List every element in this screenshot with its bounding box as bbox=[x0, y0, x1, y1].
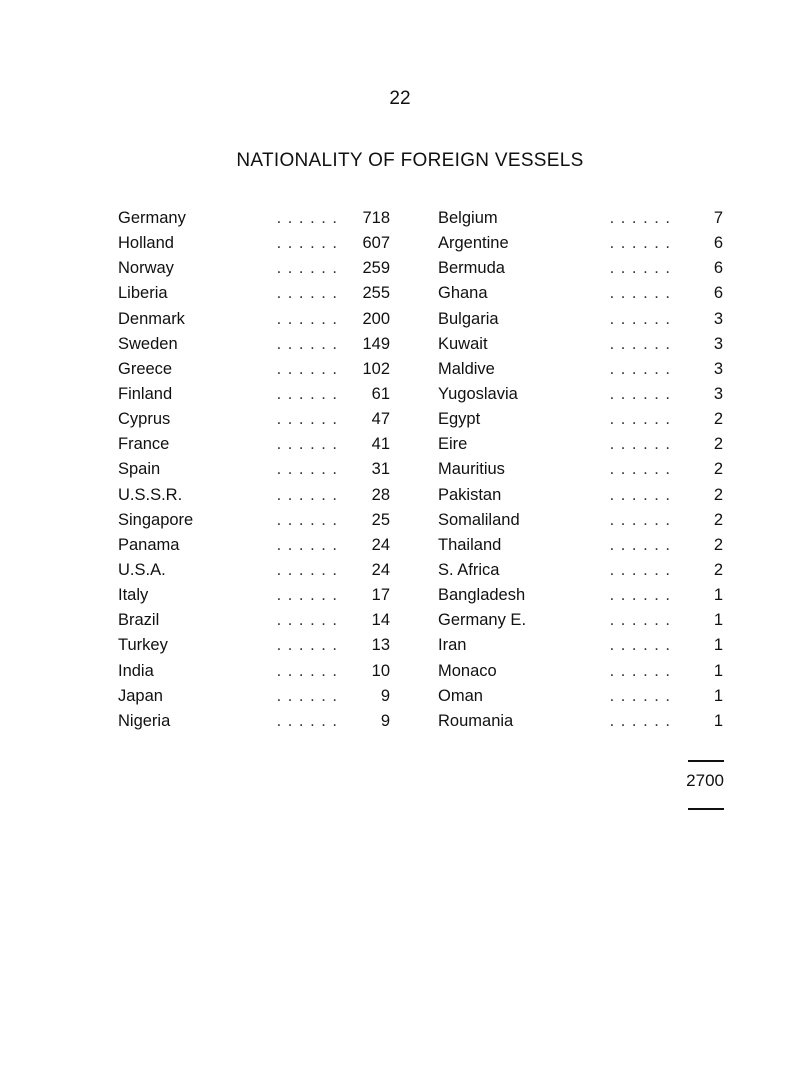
table-row bbox=[438, 659, 723, 684]
table-row bbox=[118, 483, 390, 508]
vessel-count: 607 bbox=[362, 234, 390, 253]
dot-leader: . . . . . . bbox=[609, 535, 671, 554]
country-name: Roumania bbox=[438, 709, 517, 734]
table-row bbox=[438, 457, 723, 482]
dot-leader: . . . . . . bbox=[276, 359, 338, 378]
vessel-count: 9 bbox=[380, 711, 390, 730]
vessel-count: 1 bbox=[713, 661, 723, 680]
dot-leader: . . . . . . bbox=[609, 384, 671, 403]
table-row bbox=[118, 307, 390, 332]
left-column bbox=[118, 206, 390, 734]
country-name: Holland bbox=[118, 231, 178, 256]
vessel-count: 2 bbox=[713, 535, 723, 554]
vessel-count: 149 bbox=[362, 334, 390, 353]
table-row bbox=[118, 684, 390, 709]
country-name: S. Africa bbox=[438, 558, 503, 583]
vessel-count: 6 bbox=[713, 284, 723, 303]
country-name: Belgium bbox=[438, 206, 502, 231]
country-name: Germany bbox=[118, 206, 190, 231]
table-row bbox=[118, 281, 390, 306]
table-row bbox=[438, 357, 723, 382]
table-row bbox=[118, 659, 390, 684]
vessel-count: 31 bbox=[371, 460, 390, 479]
dot-leader: . . . . . . bbox=[276, 460, 338, 479]
country-name: Greece bbox=[118, 357, 176, 382]
dot-leader: . . . . . . bbox=[276, 535, 338, 554]
vessel-count: 14 bbox=[371, 611, 390, 630]
country-name: Iran bbox=[438, 633, 470, 658]
table-row bbox=[438, 709, 723, 734]
country-name: Kuwait bbox=[438, 332, 492, 357]
dot-leader: . . . . . . bbox=[609, 560, 671, 579]
country-name: Eire bbox=[438, 432, 471, 457]
dot-leader: . . . . . . bbox=[609, 309, 671, 328]
table-row bbox=[438, 608, 723, 633]
vessel-count: 102 bbox=[362, 359, 390, 378]
vessel-count: 25 bbox=[371, 510, 390, 529]
table-row bbox=[118, 508, 390, 533]
dot-leader: . . . . . . bbox=[276, 410, 338, 429]
vessel-count: 17 bbox=[371, 586, 390, 605]
dot-leader: . . . . . . bbox=[276, 435, 338, 454]
country-name: Argentine bbox=[438, 231, 513, 256]
dot-leader: . . . . . . bbox=[609, 334, 671, 353]
table-row bbox=[118, 709, 390, 734]
vessel-count: 259 bbox=[362, 259, 390, 278]
right-column bbox=[438, 206, 723, 734]
total-rule-top bbox=[688, 760, 724, 762]
table-row bbox=[438, 558, 723, 583]
vessel-count: 10 bbox=[371, 661, 390, 680]
dot-leader: . . . . . . bbox=[609, 435, 671, 454]
table-row bbox=[438, 583, 723, 608]
dot-leader: . . . . . . bbox=[276, 711, 338, 730]
table-row bbox=[438, 633, 723, 658]
dot-leader: . . . . . . bbox=[609, 359, 671, 378]
vessel-count: 1 bbox=[713, 711, 723, 730]
vessel-count: 2 bbox=[713, 460, 723, 479]
table-row bbox=[118, 382, 390, 407]
vessel-count: 24 bbox=[371, 560, 390, 579]
table-row bbox=[438, 407, 723, 432]
dot-leader: . . . . . . bbox=[276, 284, 338, 303]
table-row bbox=[118, 357, 390, 382]
dot-leader: . . . . . . bbox=[609, 661, 671, 680]
vessel-count: 1 bbox=[713, 586, 723, 605]
dot-leader: . . . . . . bbox=[276, 209, 338, 227]
page-title: NATIONALITY OF FOREIGN VESSELS bbox=[236, 150, 584, 171]
country-name: Bangladesh bbox=[438, 583, 529, 608]
dot-leader: . . . . . . bbox=[276, 636, 338, 655]
dot-leader: . . . . . . bbox=[276, 384, 338, 403]
country-name: Bermuda bbox=[438, 256, 509, 281]
table-row bbox=[438, 307, 723, 332]
vessel-count: 1 bbox=[713, 636, 723, 655]
dot-leader: . . . . . . bbox=[276, 485, 338, 504]
vessel-count: 61 bbox=[371, 384, 390, 403]
dot-leader: . . . . . . bbox=[609, 209, 671, 227]
country-name: Nigeria bbox=[118, 709, 174, 734]
dot-leader: . . . . . . bbox=[609, 510, 671, 529]
country-name: Egypt bbox=[438, 407, 484, 432]
country-name: India bbox=[118, 659, 158, 684]
dot-leader: . . . . . . bbox=[609, 485, 671, 504]
vessel-count: 41 bbox=[371, 435, 390, 454]
country-name: Bulgaria bbox=[438, 307, 503, 332]
country-name: Oman bbox=[438, 684, 487, 709]
country-name: Italy bbox=[118, 583, 152, 608]
vessel-count: 255 bbox=[362, 284, 390, 303]
country-name: Liberia bbox=[118, 281, 172, 306]
table-row bbox=[438, 281, 723, 306]
vessel-count: 3 bbox=[713, 384, 723, 403]
vessel-count: 28 bbox=[371, 485, 390, 504]
vessel-count: 2 bbox=[713, 435, 723, 454]
total-rule-bottom bbox=[688, 808, 724, 810]
country-name: Ghana bbox=[438, 281, 492, 306]
dot-leader: . . . . . . bbox=[609, 410, 671, 429]
table-row bbox=[438, 231, 723, 256]
country-name: Monaco bbox=[438, 659, 501, 684]
vessel-count: 200 bbox=[362, 309, 390, 328]
country-name: Turkey bbox=[118, 633, 172, 658]
country-name: Japan bbox=[118, 684, 167, 709]
country-name: Singapore bbox=[118, 508, 197, 533]
table-row bbox=[118, 533, 390, 558]
vessel-count: 3 bbox=[713, 359, 723, 378]
table-row bbox=[118, 206, 390, 231]
country-name: Spain bbox=[118, 457, 164, 482]
vessel-count: 1 bbox=[713, 611, 723, 630]
country-name: Mauritius bbox=[438, 457, 509, 482]
dot-leader: . . . . . . bbox=[609, 686, 671, 705]
table-row bbox=[438, 256, 723, 281]
dot-leader: . . . . . . bbox=[609, 284, 671, 303]
dot-leader: . . . . . . bbox=[609, 586, 671, 605]
vessel-count: 2 bbox=[713, 485, 723, 504]
table-row bbox=[438, 483, 723, 508]
country-name: Finland bbox=[118, 382, 176, 407]
country-name: Cyprus bbox=[118, 407, 174, 432]
dot-leader: . . . . . . bbox=[276, 661, 338, 680]
country-name: U.S.S.R. bbox=[118, 483, 186, 508]
vessel-count: 9 bbox=[380, 686, 390, 705]
dot-leader: . . . . . . bbox=[609, 611, 671, 630]
table-row bbox=[118, 457, 390, 482]
country-name: Norway bbox=[118, 256, 178, 281]
vessel-count: 13 bbox=[371, 636, 390, 655]
vessel-count: 1 bbox=[713, 686, 723, 705]
table-row bbox=[118, 256, 390, 281]
country-name: Germany E. bbox=[438, 608, 530, 633]
vessel-count: 3 bbox=[713, 334, 723, 353]
table-row bbox=[118, 231, 390, 256]
dot-leader: . . . . . . bbox=[276, 560, 338, 579]
dot-leader: . . . . . . bbox=[276, 611, 338, 630]
country-name: Panama bbox=[118, 533, 183, 558]
dot-leader: . . . . . . bbox=[276, 309, 338, 328]
vessel-count: 24 bbox=[371, 535, 390, 554]
grand-total: 2700 bbox=[686, 771, 724, 790]
vessel-count: 6 bbox=[713, 234, 723, 253]
country-name: Yugoslavia bbox=[438, 382, 522, 407]
dot-leader: . . . . . . bbox=[276, 510, 338, 529]
dot-leader: . . . . . . bbox=[609, 460, 671, 479]
page-number: 22 bbox=[389, 88, 411, 109]
table-row bbox=[118, 558, 390, 583]
table-row bbox=[438, 432, 723, 457]
dot-leader: . . . . . . bbox=[276, 234, 338, 253]
table-row bbox=[118, 633, 390, 658]
country-name: France bbox=[118, 432, 173, 457]
vessel-count: 3 bbox=[713, 309, 723, 328]
vessel-count: 2 bbox=[713, 560, 723, 579]
country-name: Somaliland bbox=[438, 508, 524, 533]
table-row bbox=[118, 608, 390, 633]
dot-leader: . . . . . . bbox=[609, 234, 671, 253]
dot-leader: . . . . . . bbox=[276, 686, 338, 705]
table-row bbox=[438, 508, 723, 533]
table-row bbox=[438, 684, 723, 709]
vessel-count: 2 bbox=[713, 410, 723, 429]
dot-leader: . . . . . . bbox=[609, 711, 671, 730]
country-name: Denmark bbox=[118, 307, 189, 332]
vessel-count: 718 bbox=[362, 209, 390, 227]
country-name: Sweden bbox=[118, 332, 182, 357]
table-row bbox=[118, 407, 390, 432]
table-row bbox=[438, 382, 723, 407]
table-row bbox=[438, 533, 723, 558]
table-row bbox=[118, 583, 390, 608]
dot-leader: . . . . . . bbox=[276, 259, 338, 278]
country-name: U.S.A. bbox=[118, 558, 170, 583]
dot-leader: . . . . . . bbox=[276, 334, 338, 353]
country-name: Brazil bbox=[118, 608, 163, 633]
table-row bbox=[438, 206, 723, 231]
country-name: Maldive bbox=[438, 357, 499, 382]
vessel-count: 7 bbox=[713, 209, 723, 227]
dot-leader: . . . . . . bbox=[609, 259, 671, 278]
vessel-count: 47 bbox=[371, 410, 390, 429]
country-name: Thailand bbox=[438, 533, 505, 558]
vessel-count: 6 bbox=[713, 259, 723, 278]
table-row bbox=[438, 332, 723, 357]
country-name: Pakistan bbox=[438, 483, 505, 508]
table-row bbox=[118, 332, 390, 357]
vessel-count: 2 bbox=[713, 510, 723, 529]
table-row bbox=[118, 432, 390, 457]
dot-leader: . . . . . . bbox=[609, 636, 671, 655]
dot-leader: . . . . . . bbox=[276, 586, 338, 605]
